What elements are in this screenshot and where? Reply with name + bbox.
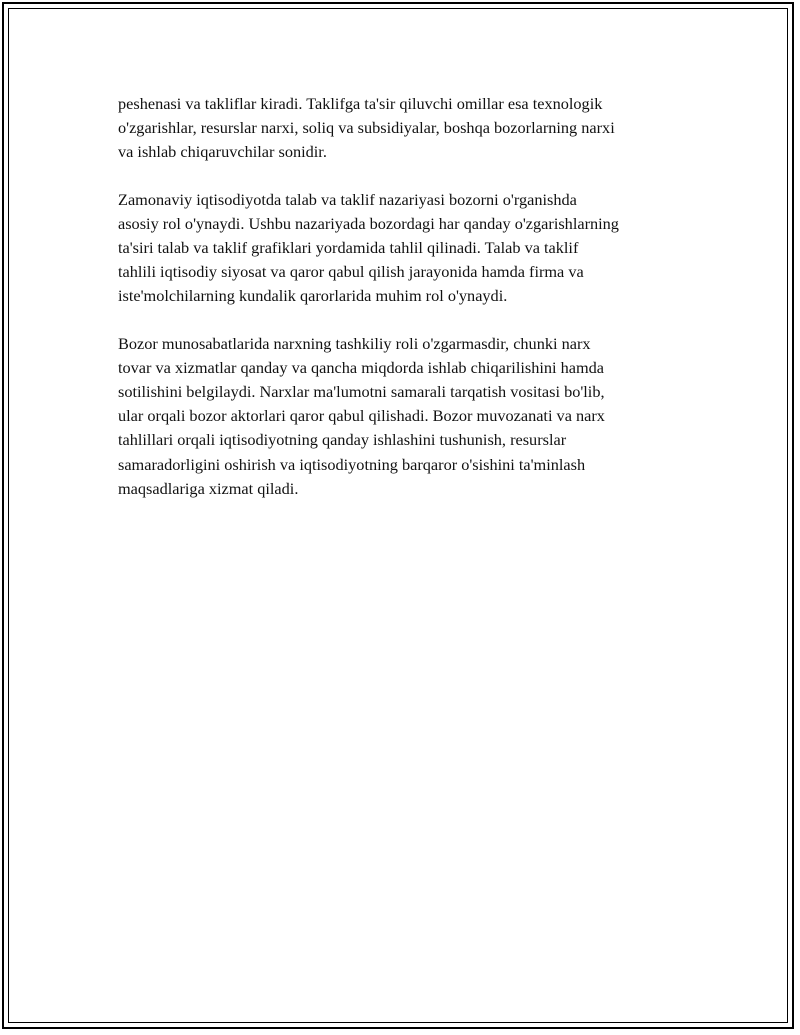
text-line: samaradorligini oshirish va iqtisodiyotning barqaror o'sishini ta'minlash: [118, 454, 586, 474]
paragraph-3: [118, 332, 690, 501]
text-line: iste'molchilarning kundalik qarorlarida muhim rol o'ynaydi.: [118, 286, 508, 306]
text-line: sotilishini belgilaydi. Narxlar ma'lumotni samarali tarqatish vositasi bo'lib,: [118, 382, 605, 402]
text-line: tahlili iqtisodiy siyosat va qaror qabul qilish jarayonida hamda firma va: [118, 262, 584, 282]
text-line: va ishlab chiqaruvchilar sonidir.: [118, 142, 327, 162]
text-line: tahlillari orqali iqtisodiyotning qanday ishlashini tushunish, resurslar: [118, 430, 567, 450]
text-line: maqsadlariga xizmat qiladi.: [118, 478, 299, 498]
text-line: Bozor munosabatlarida narxning tashkiliy roli o'zgarmasdir, chunki narx: [118, 333, 591, 353]
text-line: o'zgarishlar, resurslar narxi, soliq va subsidiyalar, boshqa bozorlarning narxi: [118, 118, 615, 138]
text-line: ular orqali bozor aktorlari qaror qabul qilishadi. Bozor muvozanati va narx: [118, 406, 605, 426]
text-line: tovar va xizmatlar qanday va qancha miqdorda ishlab chiqarilishini hamda: [118, 357, 605, 377]
document-body: [118, 92, 690, 524]
text-line: peshenasi va takliflar kiradi. Taklifga ta'sir qiluvchi omillar esa texnologik: [118, 94, 603, 113]
text-line: asosiy rol o'ynaydi. Ushbu nazariyada bozordagi har qanday o'zgarishlarning: [118, 213, 619, 233]
paragraph-2: [118, 188, 690, 309]
paragraph-1: [118, 92, 690, 165]
text-line: Zamonaviy iqtisodiyotda talab va taklif nazariyasi bozorni o'rganishda: [118, 189, 577, 209]
text-line: ta'siri talab va taklif grafiklari yordamida tahlil qilinadi. Talab va taklif: [118, 238, 579, 258]
